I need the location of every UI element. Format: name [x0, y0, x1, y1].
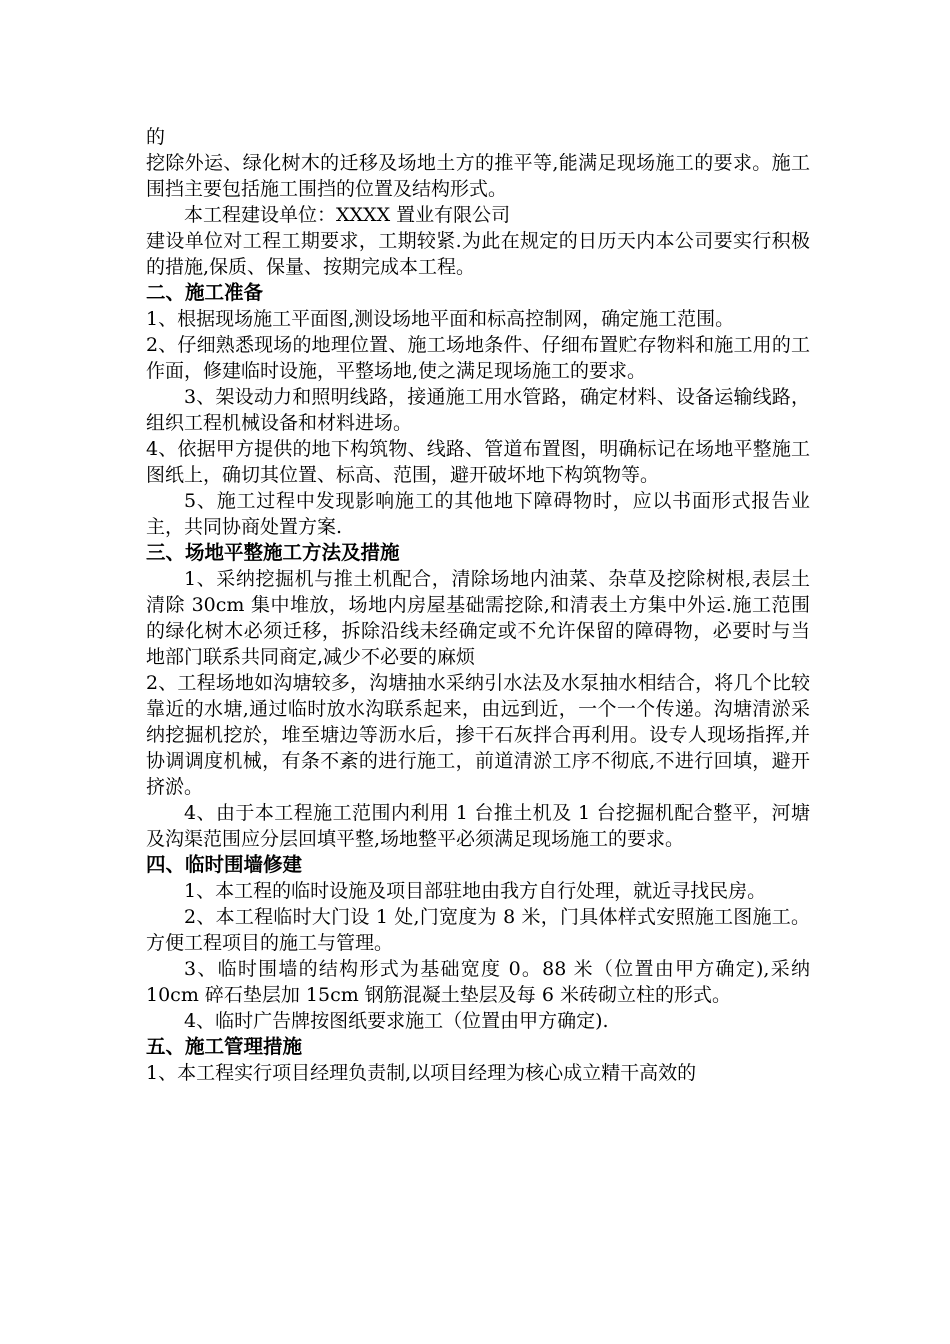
paragraph: 4、临时广告牌按图纸要求施工（位置由甲方确定). — [184, 1010, 609, 1032]
paragraph: 3、临时围墙的结构形式为基础宽度 0。88 米（位置由甲方确定),采纳 10cm 碎石垫层加 15cm 钢筋混凝土垫层及每 6 米砖砌立柱的形式。 — [146, 958, 810, 1006]
paragraph: 的 — [146, 126, 166, 148]
paragraph: 3、架设动力和照明线路，接通施工用水管路，确定材料、设备运输线路，组织工程机械设备和材料进场。 — [146, 386, 810, 434]
paragraph: 1、采纳挖掘机与推土机配合，清除场地内油菜、杂草及挖除树根,表层土清除 30cm 集中堆放，场地内房屋基础需挖除,和清表土方集中外运.施工范围的绿化树木必须迁移，拆除沿线未经确定或不允许保留的障碍物，必要时与当地部门联系共同商定,减少不必要的麻烦 — [146, 568, 810, 668]
paragraph: 挖除外运、绿化树木的迁移及场地土方的推平等,能满足现场施工的要求。施工围挡主要包括施工围挡的位置及结构形式。 — [146, 152, 810, 200]
section-heading: 四、临时围墙修建 — [146, 853, 303, 876]
paragraph: 2、本工程临时大门设 1 处,门宽度为 8 米，门具体样式安照施工图施工。方便工程项目的施工与管理。 — [146, 906, 810, 954]
paragraph: 2、仔细熟悉现场的地理位置、施工场地条件、仔细布置贮存物料和施工用的工作面，修建临时设施，平整场地,使之满足现场施工的要求。 — [146, 334, 810, 382]
paragraph: 1、本工程实行项目经理负责制,以项目经理为核心成立精干高效的 — [146, 1062, 697, 1084]
paragraph: 2、工程场地如沟塘较多，沟塘抽水采纳引水法及水泵抽水相结合，将几个比较靠近的水塘,通过临时放水沟联系起来，由远到近，一个一个传递。沟塘清淤采纳挖掘机挖於，堆至塘边等沥水后，掺干石灰拌合再利用。设专人现场指挥,并协调调度机械，有条不紊的进行施工，前道清淤工序不彻底,不进行回填，避开挤淤。 — [146, 672, 810, 798]
paragraph: 本工程建设单位：XXXX 置业有限公司 — [184, 204, 511, 226]
paragraph: 4、依据甲方提供的地下构筑物、线路、管道布置图，明确标记在场地平整施工图纸上，确切其位置、标高、范围，避开破坏地下构筑物等。 — [146, 438, 810, 486]
section-heading: 二、施工准备 — [146, 281, 264, 304]
paragraph: 5、施工过程中发现影响施工的其他地下障碍物时，应以书面形式报告业主，共同协商处置方案. — [146, 490, 810, 538]
paragraph: 4、由于本工程施工范围内利用 1 台推土机及 1 台挖掘机配合整平，河塘及沟渠范围应分层回填平整,场地整平必须满足现场施工的要求。 — [146, 802, 810, 850]
section-heading: 五、施工管理措施 — [146, 1035, 303, 1058]
paragraph: 1、本工程的临时设施及项目部驻地由我方自行处理，就近寻找民房。 — [184, 880, 767, 902]
paragraph: 建设单位对工程工期要求，工期较紧.为此在规定的日历天内本公司要实行积极的措施,保质、保量、按期完成本工程。 — [146, 230, 810, 278]
section-heading: 三、场地平整施工方法及措施 — [146, 541, 400, 564]
document-body — [146, 124, 810, 1086]
paragraph: 1、根据现场施工平面图,测设场地平面和标高控制网，确定施工范围。 — [146, 308, 735, 330]
